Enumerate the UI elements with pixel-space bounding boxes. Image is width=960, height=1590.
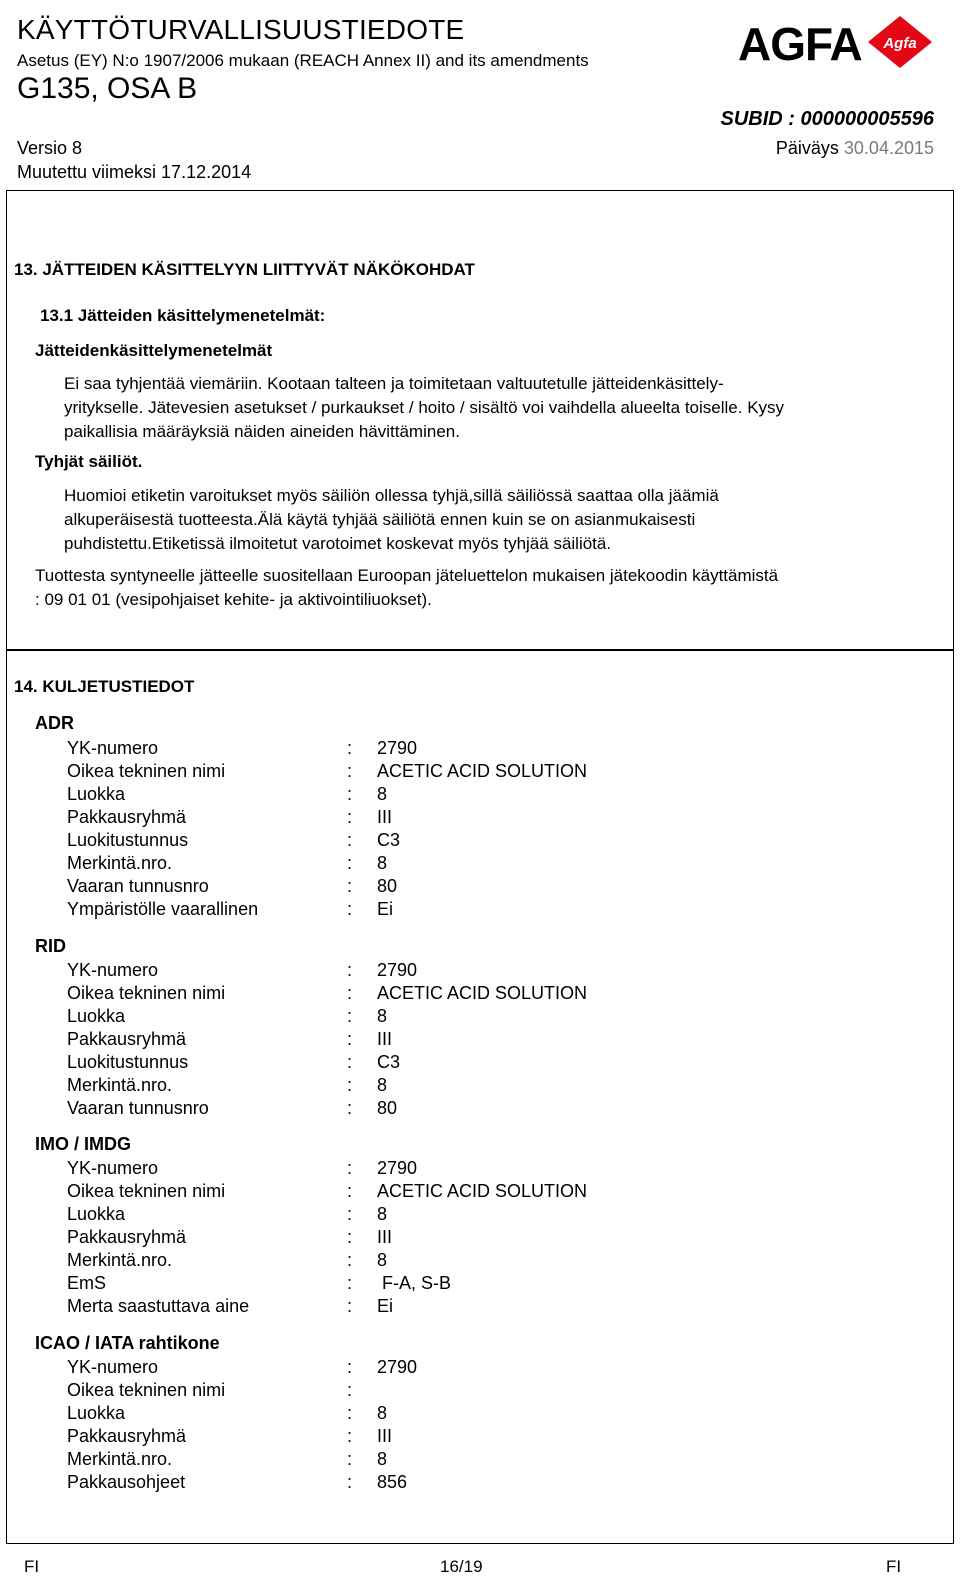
- waste-code-text: Tuottesta syntyneelle jätteelle suositellaan Euroopan jäteluettelon mukaisen jätekoodin käyttämistä : 09 01 01 (vesipohjaiset kehite- ja aktivointiliuokset).: [35, 566, 779, 609]
- product-name: G135, OSA B: [17, 72, 198, 105]
- mode-icao-heading: ICAO / IATA rahtikone: [35, 1333, 220, 1353]
- document-title: KÄYTTÖTURVALLISUUSTIEDOTE: [17, 14, 465, 45]
- last-modified: Muutettu viimeksi 17.12.2014: [17, 162, 252, 182]
- section-14-box: [6, 650, 954, 1544]
- date-value: 30.04.2015: [843, 138, 934, 158]
- section-14-title: 14. KULJETUSTIEDOT: [14, 677, 195, 696]
- empty-containers-heading: Tyhjät säiliöt.: [35, 452, 143, 471]
- waste-methods-text: Ei saa tyhjentää viemäriin. Kootaan talteen ja toimitetaan valtuutetulle jätteidenkäsittely- yritykselle. Jätevesien asetukset / purkaukset / hoito / sisältö voi vaihdella alueelta toiselle. Kysy paikallisia määräyksiä näiden aineiden hävittäminen.: [64, 374, 785, 441]
- mode-adr-heading: ADR: [35, 713, 74, 733]
- empty-containers-text: Huomioi etiketin varoitukset myös säiliön ollessa tyhjä,sillä säiliössä saattaa olla jäämiä alkuperäisestä tuotteesta.Älä käytä tyhjää säiliötä ennen kuin se on asianmukaisesti puhdistettu.Etiketissä ilmoitetut varotoimet koskevat myös tyhjää säiliötä.: [64, 486, 719, 553]
- footer-language-left: FI: [24, 1557, 40, 1576]
- waste-methods-heading: Jätteidenkäsittelymenetelmät: [35, 341, 273, 360]
- mode-imdg-heading: IMO / IMDG: [35, 1134, 131, 1154]
- mode-rid-heading: RID: [35, 936, 66, 956]
- subid-label: SUBID : 000000005596: [720, 108, 934, 130]
- svg-text:Agfa: Agfa: [883, 35, 917, 52]
- section-13-title: 13. JÄTTEIDEN KÄSITTELYYN LIITTYVÄT NÄKÖKOHDAT: [14, 260, 475, 279]
- version-label: Versio 8: [17, 138, 83, 158]
- issue-date: [776, 138, 934, 159]
- section-13-1-title: 13.1 Jätteiden käsittelymenetelmät:: [40, 306, 326, 325]
- page-number: 16/19: [440, 1557, 483, 1576]
- logo-badge-icon: [868, 16, 932, 68]
- date-label: Päiväys: [775, 138, 839, 158]
- footer-language-right: FI: [886, 1557, 902, 1576]
- regulation-line: Asetus (EY) N:o 1907/2006 mukaan (REACH Annex II) and its amendments: [17, 51, 589, 70]
- agfa-logo: [738, 14, 938, 75]
- logo-wordmark: AGFA: [738, 18, 862, 70]
